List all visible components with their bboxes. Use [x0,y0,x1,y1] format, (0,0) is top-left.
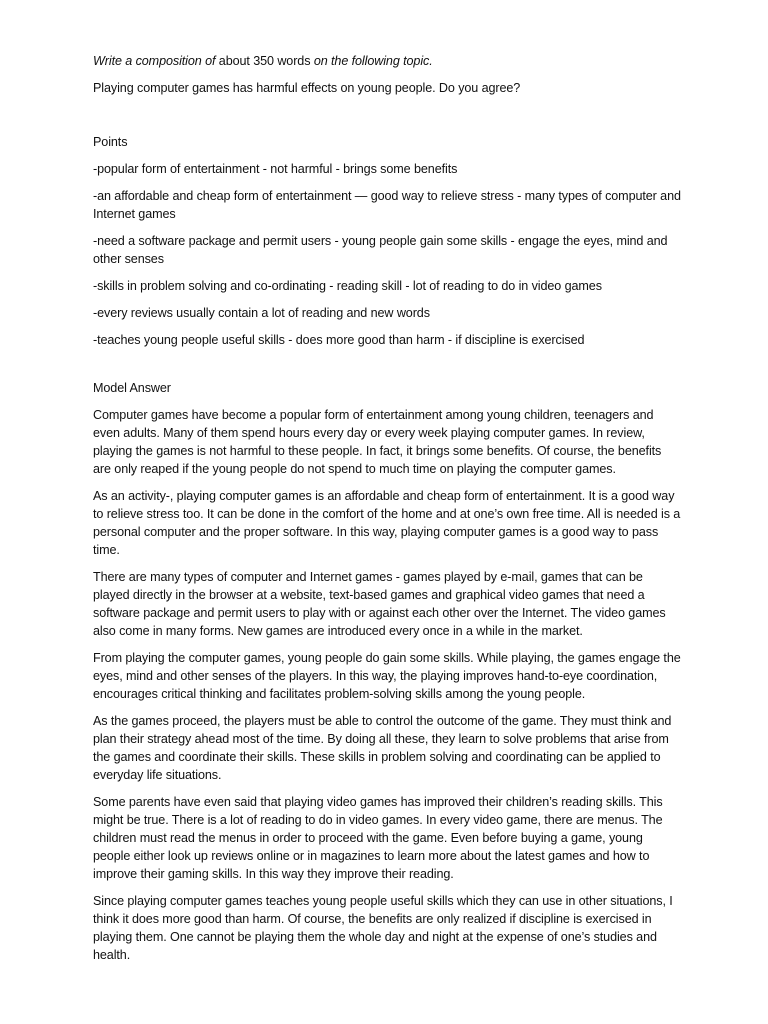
point-item: -an affordable and cheap form of entertainment — good way to relieve stress - many types of computer and Internet games [93,189,681,221]
point-item: -popular form of entertainment - not harmful - brings some benefits [93,162,458,176]
point-item: -teaches young people useful skills - does more good than harm - if discipline is exercised [93,333,585,347]
point-item: -skills in problem solving and co-ordinating - reading skill - lot of reading to do in video games [93,279,602,293]
answer-paragraph: From playing the computer games, young people do gain some skills. While playing, the games engage the eyes, mind and other senses of the players. In this way, the playing improves hand-to-eye coordination, encourages critical thinking and facilitates problem-solving skills among the young people. [93,651,681,701]
answer-paragraph: There are many types of computer and Internet games - games played by e-mail, games that can be played directly in the browser at a website, text-based games and graphical video games that need a software package and permit users to play with or against each other over the Internet. The video games also come in many forms. New games are introduced every once in a while in the market. [93,570,666,638]
points-heading: Points [93,135,128,149]
answer-paragraph: As the games proceed, the players must be able to control the outcome of the game. They must think and plan their strategy ahead most of the time. By doing all these, they learn to solve problems that arise from the games and coordinate their skills. These skills in problem solving and coordinating can be applied to everyday life situations. [93,714,672,782]
instruction-word-count: about 350 words [215,54,314,68]
points-list [93,160,681,349]
instruction-text-2: on the following topic. [313,54,433,68]
answer-paragraph: Some parents have even said that playing video games has improved their children’s reading skills. This might be true. There is a lot of reading to do in video games. In every video game, there are menus. The children must read the menus in order to proceed with the game. Even before buying a game, young people either look up reviews online or in magazines to learn more about the latest games and how to improve their gaming skills. In this way they improve their reading. [93,795,663,881]
point-item: -need a software package and permit users - young people gain some skills - engage the eyes, mind and other senses [93,234,668,266]
task-instruction [93,52,681,70]
model-answer-heading: Model Answer [93,381,171,395]
instruction-text-1: Write a composition of [93,54,216,68]
document-page [93,52,681,973]
model-answer-body [93,406,681,964]
answer-paragraph: Since playing computer games teaches young people useful skills which they can use in other situations, I think it does more good than harm. Of course, the benefits are only realized if discipline is exercised in playing them. One cannot be playing them the whole day and night at the expense of one’s studies and health. [93,894,673,962]
point-item: -every reviews usually contain a lot of reading and new words [93,306,430,320]
answer-paragraph: As an activity-, playing computer games is an affordable and cheap form of entertainment. It is a good way to relieve stress too. It can be done in the comfort of the home and at one’s own free time. All is needed is a personal computer and the proper software. In this way, playing computer games is a good way to pass time. [93,489,681,557]
task-topic: Playing computer games has harmful effects on young people. Do you agree? [93,81,521,95]
answer-paragraph: Computer games have become a popular form of entertainment among young children, teenagers and even adults. Many of them spend hours every day or every week playing computer games. In review, playing the games is not harmful to these people. In fact, it brings some benefits. Of course, the benefits are only reaped if the young people do not spend to much time on playing the computer games. [93,408,662,476]
